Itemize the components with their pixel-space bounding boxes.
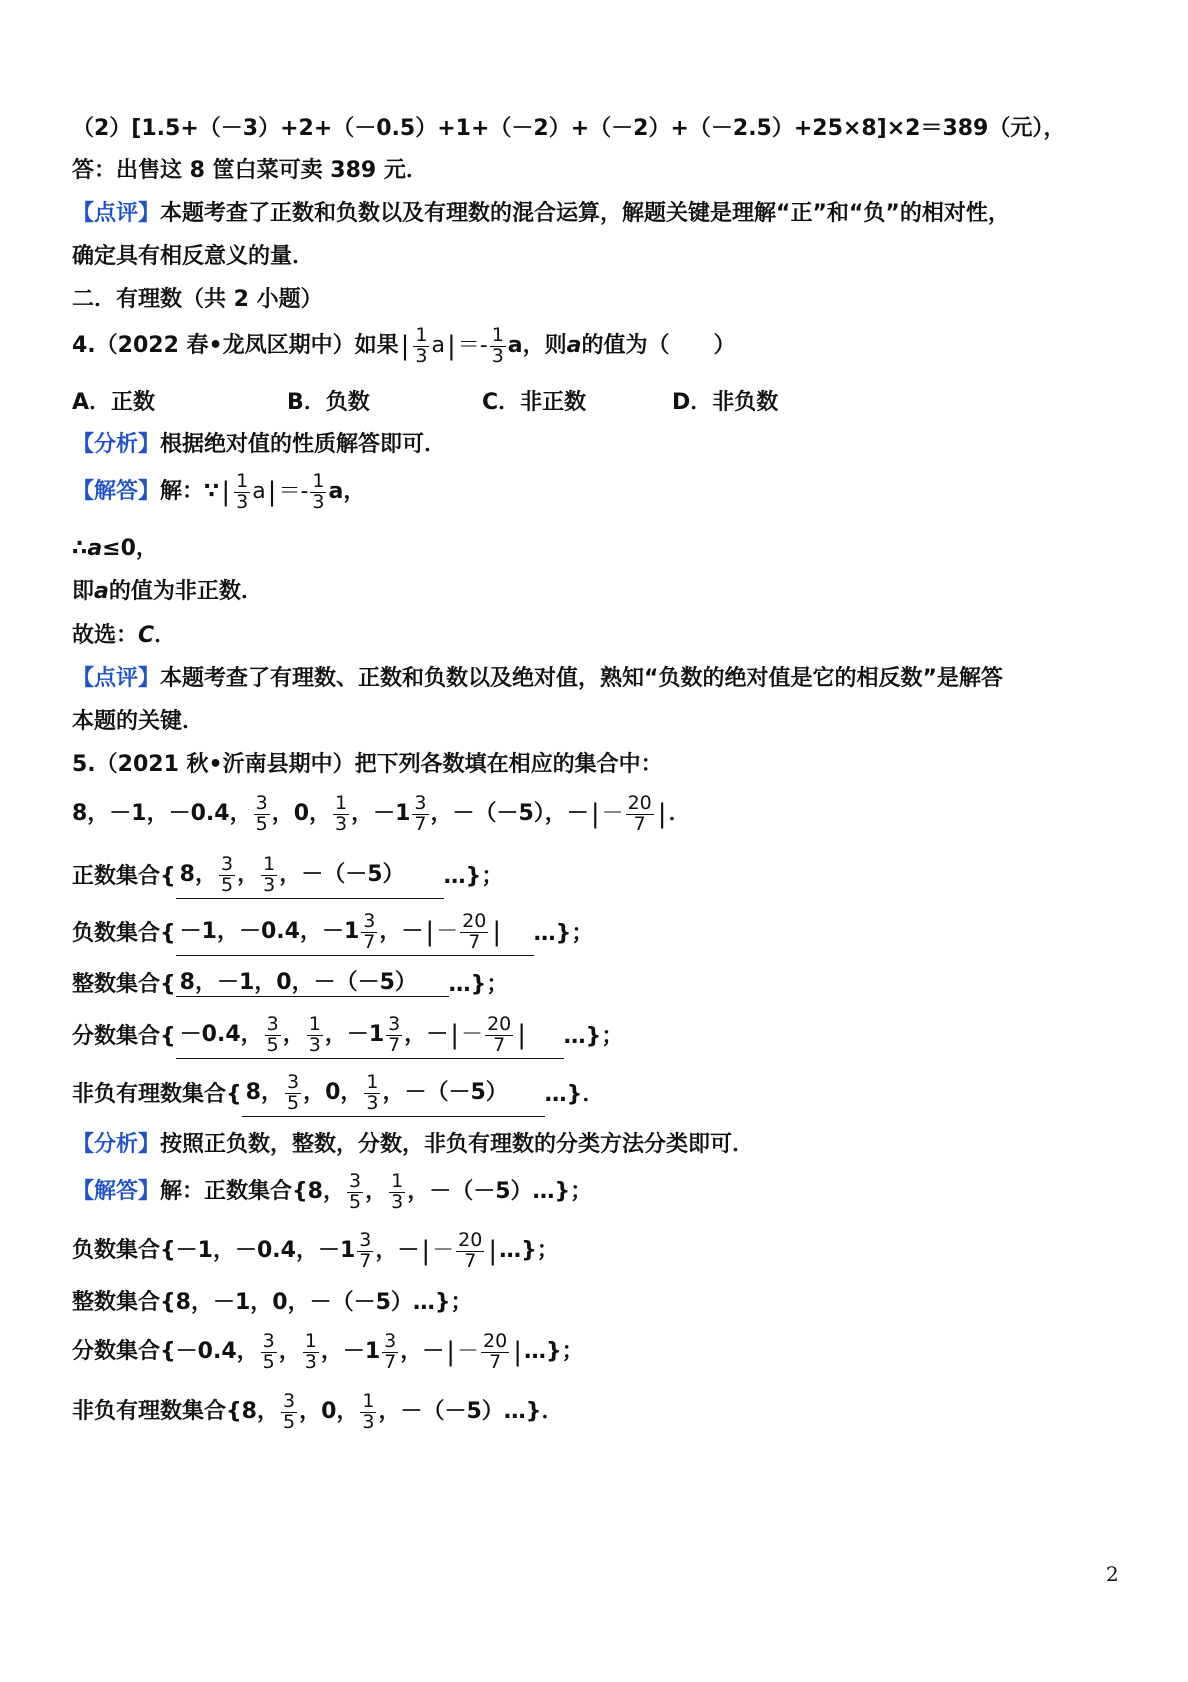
question-4-text-2: a，则 [507,333,567,359]
set-negative [72,912,593,956]
numerator: 20 [458,1229,483,1251]
number-list-part: ，0， [271,801,331,827]
section-title: 二．有理数（共 2 小题） [72,287,323,312]
blank-text: －0.4， [179,1022,263,1048]
numerator: 20 [627,792,652,814]
blank-answer [176,1015,564,1059]
blank-text: ，－（－5） [279,862,405,888]
question-5-text: 5.（2021 秋•沂南县期中）把下列各数填在相应的集合中： [72,752,663,777]
numerator: 3 [359,1229,372,1251]
abs-bar-right: | [446,331,456,362]
solution-text: ，－（－5）…}． [378,1399,564,1425]
comment-text: 本题考查了有理数、正数和负数以及绝对值，熟知“负数的绝对值是它的相反数”是解答 [160,666,1003,691]
number-list-part: 8，－1，－0.4， [72,801,252,827]
comment-1-cont [72,246,314,268]
denominator: 7 [493,1033,506,1056]
fraction-1-3 [307,1015,323,1056]
var-a-italic: a [94,579,109,604]
numerator: 1 [366,1071,379,1093]
set-tail: …}； [563,1023,624,1049]
solution-text: 解：正数集合{8， [160,1179,345,1205]
denominator: 5 [266,1033,279,1056]
numerator: 3 [286,1071,300,1093]
set-positive [72,855,503,899]
choice-line [72,625,176,647]
blank-answer [176,912,534,956]
blank-text: 8，－1，0，－（－5） [179,970,417,995]
solution-5-negative [72,1231,559,1272]
abs-bar-right: | [492,917,502,948]
solution-text: 分数集合{－0.4， [72,1339,259,1365]
solution-5-positive [72,1172,592,1213]
set-label: 整数集合{ [72,971,176,997]
numerator: 3 [282,1390,296,1412]
var-a-italic: a [87,536,103,561]
blank-text: ，－1 [324,1022,385,1048]
blank-text: 8， [245,1080,283,1106]
denominator: 7 [468,930,481,953]
fraction-20-7 [626,794,654,835]
solution-text: ，－ [375,1238,420,1264]
numerator: 20 [462,910,487,932]
conclusion-prefix: 即 [72,579,95,604]
solution-text: ，－ [400,1339,445,1365]
fraction-3-7 [357,1231,373,1272]
comment-text: 本题考查了正数和负数以及有理数的混合运算，解题关键是理解“正”和“负”的相对性， [160,201,1010,226]
numerator: 20 [483,1330,508,1352]
fraction-3-5 [265,1015,281,1056]
denominator: 7 [384,1350,397,1373]
comment-1 [72,203,1010,225]
choice-answer: C [138,623,155,648]
answer-text: 答：出售这 8 筐白菜可卖 389 元． [72,158,428,183]
equals-minus: ＝- [278,479,309,505]
denominator: 3 [491,344,504,367]
var-a: a [252,479,266,505]
abs-bar-left: | [425,917,435,948]
denominator: 3 [308,1033,321,1056]
numerator: 1 [391,1170,404,1192]
denominator: 3 [263,873,276,896]
fraction-3-5 [254,794,270,835]
abs-bar-left: | [446,1337,456,1368]
fraction-3-5 [285,1073,301,1114]
option-c: C．非正数 [482,390,587,415]
question-4-text: 4.（2022 春•龙凤区期中）如果 [72,333,399,359]
number-list-part: ，－1 [351,801,411,827]
solution-tag: 【解答】 [72,1179,161,1205]
therefore-line [72,538,158,560]
blank-text: ，－ [404,1022,449,1048]
solution-5-integer [72,1292,473,1314]
fraction-3-5 [261,1332,277,1373]
denominator: 7 [388,1033,401,1056]
fraction-3-5 [347,1172,363,1213]
fraction-1-3 [333,794,349,835]
numerator: 3 [220,853,234,875]
numerator: 1 [304,1330,317,1352]
abs-bar-left: | [590,799,600,830]
abs-bar-left: | [450,1020,460,1051]
therefore-symbol: ∴ [72,536,88,561]
analysis-4 [72,434,446,456]
blank-answer [242,1073,545,1117]
fraction-1-3 [360,1392,376,1433]
denominator: 5 [286,1091,300,1114]
blank-text: ， [282,1022,305,1048]
blank-text: ，－ [379,919,424,945]
denominator: 3 [366,1091,379,1114]
abs-bar-left: | [221,477,231,508]
fraction-one-third [234,472,250,513]
fraction-one-third-2 [490,326,506,367]
blank-text: －1，－0.4，－1 [179,919,360,945]
numerator: 1 [263,853,276,875]
analysis-tag: 【分析】 [72,432,161,457]
solution-text: ，－1 [320,1339,381,1365]
denominator: 3 [236,490,249,513]
solution-text: 非负有理数集合{8， [72,1399,279,1425]
comment-text-cont: 本题的关键． [72,709,205,734]
comment-text-cont: 确定具有相反意义的量． [72,244,315,269]
abs-bar-right: | [657,799,667,830]
set-label: 分数集合{ [72,1023,176,1049]
solution-5-nonnegative [72,1392,563,1433]
blank-text: 8， [179,862,217,888]
numerator: 20 [487,1013,512,1035]
fraction-3-7 [361,912,377,953]
numerator: 3 [255,792,268,814]
conclusion-line [72,581,263,603]
blank-text: ，－（－5） [382,1080,508,1106]
comment-4-cont [72,711,204,733]
denominator: 5 [220,873,234,896]
fraction-20-7 [460,912,488,953]
minus-sign: － [436,919,459,945]
fraction-1-3 [389,1172,405,1213]
minus-sign: － [461,1022,484,1048]
fraction-one-third-2 [310,472,326,513]
set-tail: …}； [443,863,504,889]
question-5 [72,754,663,776]
blank-text: ， [237,862,260,888]
solution-suffix: a， [328,479,366,505]
numerator: 1 [236,470,249,492]
set-integer [72,972,508,997]
option-d: D．非负数 [672,390,779,415]
section-heading [72,289,323,311]
question-4-options [72,392,778,414]
fraction-3-7 [412,794,428,835]
number-list [72,794,691,835]
fraction-20-7 [485,1015,513,1056]
option-b: B．负数 [287,390,370,415]
solution-tag: 【解答】 [72,479,161,505]
page-number: 2 [1106,1562,1119,1586]
minus-sign: － [457,1339,480,1365]
numerator: 1 [335,792,348,814]
numerator: 3 [414,792,427,814]
numerator: 1 [308,1013,321,1035]
denominator: 5 [282,1410,296,1433]
conclusion-text: 的值为非正数． [108,579,263,604]
blank-answer [176,855,444,899]
answer-line [72,160,428,182]
equation-text: （2）[1.5+（－3）+2+（－0.5）+1+（－2）+（－2）+（－2.5）+25×8]×2＝389（元）， [72,116,1066,141]
abs-bar-right: | [267,477,277,508]
set-nonnegative [72,1073,604,1117]
denominator: 3 [304,1350,317,1373]
numerator: 1 [415,324,428,346]
analysis-tag: 【分析】 [72,1132,161,1157]
numerator: 3 [388,1013,401,1035]
equals-minus: ＝- [457,333,488,359]
solution-text: ，0， [299,1399,359,1425]
set-tail: …}； [448,971,509,997]
numerator: 3 [363,910,376,932]
fraction-20-7 [481,1332,509,1373]
denominator: 7 [414,812,427,835]
minus-sign: － [601,801,624,827]
solution-text: …}； [499,1238,559,1264]
denominator: 3 [362,1410,375,1433]
abs-bar-right: | [513,1337,522,1368]
analysis-text: 按照正负数，整数，分数，非负有理数的分类方法分类即可． [160,1132,755,1157]
numerator: 3 [384,1330,397,1352]
denominator: 3 [335,812,348,835]
solution-4 [72,472,365,513]
denominator: 7 [633,812,646,835]
fraction-20-7 [456,1231,484,1272]
numerator: 1 [362,1390,375,1412]
choice-prefix: 故选： [72,623,139,648]
inequality-text: ≤0， [102,536,158,561]
fraction-3-7 [386,1015,402,1056]
denominator: 3 [415,344,428,367]
fraction-3-7 [382,1332,398,1373]
fraction-one-third [413,326,429,367]
var-a-italic: a [566,333,582,359]
solution-text: 负数集合{－1，－0.4，－1 [72,1238,356,1264]
solution-text: ，－（－5）…}； [407,1179,593,1205]
solution-5-fraction [72,1332,584,1373]
numerator: 1 [312,470,325,492]
question-4-text-3: 的值为（ ） [581,333,736,359]
denominator: 5 [262,1350,275,1373]
denominator: 7 [464,1249,477,1272]
set-label: 负数集合{ [72,920,176,946]
option-a: A．正数 [72,390,156,415]
set-label: 非负有理数集合{ [72,1081,242,1107]
denominator: 7 [489,1350,502,1373]
denominator: 7 [359,1249,372,1272]
set-tail: …}； [533,920,594,946]
numerator: 1 [491,324,504,346]
fraction-1-3 [303,1332,319,1373]
numerator: 3 [262,1330,275,1352]
set-tail: …}． [544,1081,605,1107]
abs-bar-right: | [488,1236,498,1267]
abs-bar-right: | [517,1020,527,1051]
analysis-5 [72,1134,754,1156]
var-a: a [431,333,445,359]
analysis-text: 根据绝对值的性质解答即可． [160,432,447,457]
set-label: 正数集合{ [72,863,176,889]
blank-text: ，0， [303,1080,363,1106]
fraction-3-5 [281,1392,297,1433]
solution-text: …}； [524,1339,584,1365]
fraction-1-3 [261,855,277,896]
numerator: 3 [266,1013,279,1035]
denominator: 7 [363,930,376,953]
numerator: 3 [349,1170,362,1192]
denominator: 5 [255,812,268,835]
number-list-part: ，－（－5），－ [430,801,589,827]
set-fraction [72,1015,623,1059]
solution-text: 整数集合{8，－1，0，－（－5）…}； [72,1290,473,1315]
denominator: 3 [312,490,325,513]
question-4 [72,326,736,367]
solution-text: ， [365,1179,388,1205]
abs-bar-left: | [400,331,410,362]
denominator: 3 [391,1190,404,1213]
choice-suffix: ． [154,623,177,648]
solution-text: 解：∵ [160,479,220,505]
comment-4 [72,668,1003,690]
number-list-end: ． [668,801,691,827]
solution-text: ， [278,1339,301,1365]
fraction-1-3 [364,1073,380,1114]
blank-answer [176,972,449,997]
solution-line-2 [72,118,1065,140]
minus-sign: － [432,1238,455,1264]
comment-tag: 【点评】 [72,666,161,691]
denominator: 5 [349,1190,362,1213]
fraction-3-5 [219,855,235,896]
comment-tag: 【点评】 [72,201,161,226]
abs-bar-left: | [421,1236,431,1267]
